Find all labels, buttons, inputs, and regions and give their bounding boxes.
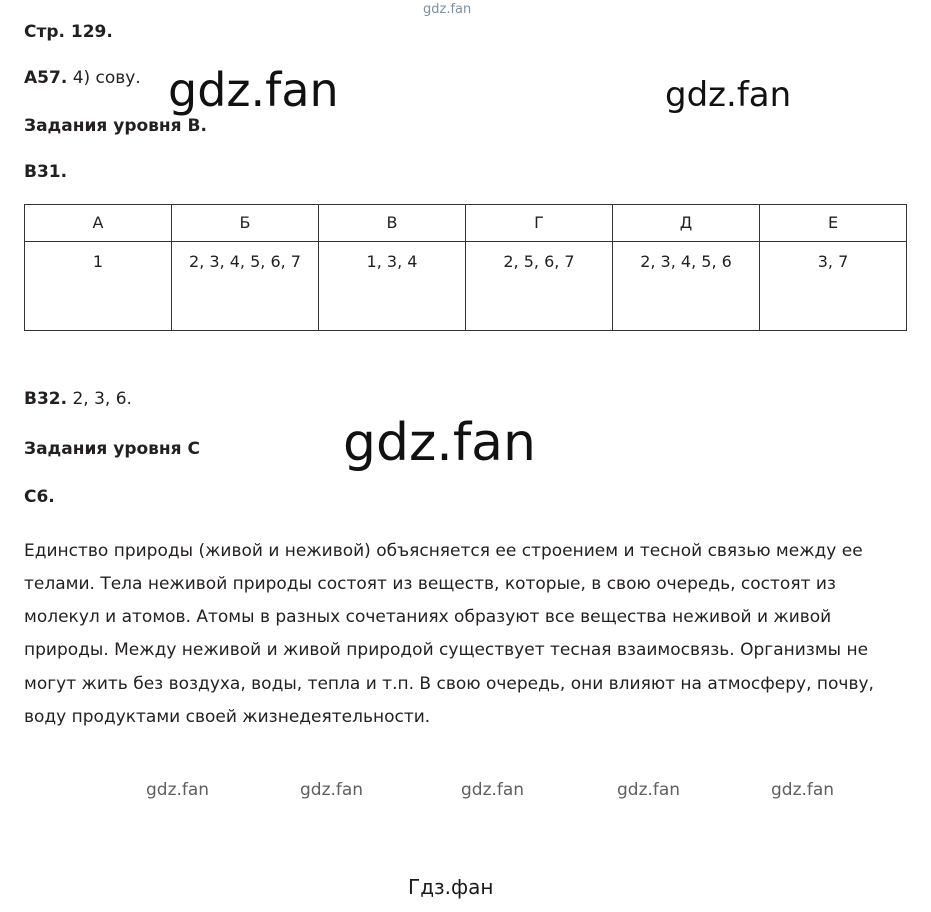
answer-a57-text: 4) сову.: [72, 68, 141, 88]
watermark-large-3: gdz.fan: [343, 413, 536, 473]
table-header-cell: В: [319, 205, 466, 242]
table-header-row: [25, 205, 907, 242]
table-cell: 2, 3, 4, 5, 6, 7: [172, 242, 319, 331]
table-header-cell: Д: [613, 205, 760, 242]
table-header-cell: А: [25, 205, 172, 242]
watermark-small: gdz.fan: [146, 780, 210, 800]
table-header-cell: Г: [466, 205, 613, 242]
page-number: Стр. 129.: [24, 22, 113, 42]
answers-table: [24, 204, 907, 331]
answer-b32: [24, 389, 907, 409]
table-header-cell: Е: [760, 205, 907, 242]
section-b-title: Задания уровня В.: [24, 116, 207, 136]
task-c6-label: С6.: [24, 487, 55, 507]
answer-b32-label: В32.: [24, 389, 68, 409]
answer-a57-label: А57.: [24, 68, 68, 88]
table-cell: 3, 7: [760, 242, 907, 331]
answer-a57: [24, 68, 907, 88]
answer-b32-text: 2, 3, 6.: [72, 389, 132, 409]
watermark-bottom: Гдз.фан: [408, 875, 494, 899]
table-cell: 2, 5, 6, 7: [466, 242, 613, 331]
watermark-large-1: gdz.fan: [168, 63, 339, 117]
table-cell: 1: [25, 242, 172, 331]
section-c-title: Задания уровня С: [24, 439, 200, 459]
table-spacer: [24, 331, 907, 389]
watermark-small: gdz.fan: [617, 780, 681, 800]
table-row: [25, 242, 907, 331]
answer-c6-text: Единство природы (живой и неживой) объясняется ее строением и тесной связью между ее телами. Тела неживой природы состоят из веществ, которые, в свою очередь, состоят из молекул и атомов. Атомы в разных сочетаниях образуют все вещества неживой и живой природы. Между неживой и живой природой существует тесная взаимосвязь. Организмы не могут жить без воздуха, воды, тепла и т.п. В свою очередь, они влияют на атмосферу, почву, воду продуктами своей жизнедеятельности.: [24, 541, 874, 727]
table-cell: 1, 3, 4: [319, 242, 466, 331]
task-b31-label: В31.: [24, 162, 68, 182]
watermark-small: gdz.fan: [461, 780, 525, 800]
table-cell: 2, 3, 4, 5, 6: [613, 242, 760, 331]
watermark-small: gdz.fan: [300, 780, 364, 800]
watermark-top: gdz.fan: [423, 2, 472, 17]
table-header-cell: Б: [172, 205, 319, 242]
watermark-large-2: gdz.fan: [665, 75, 792, 115]
watermark-small: gdz.fan: [771, 780, 835, 800]
